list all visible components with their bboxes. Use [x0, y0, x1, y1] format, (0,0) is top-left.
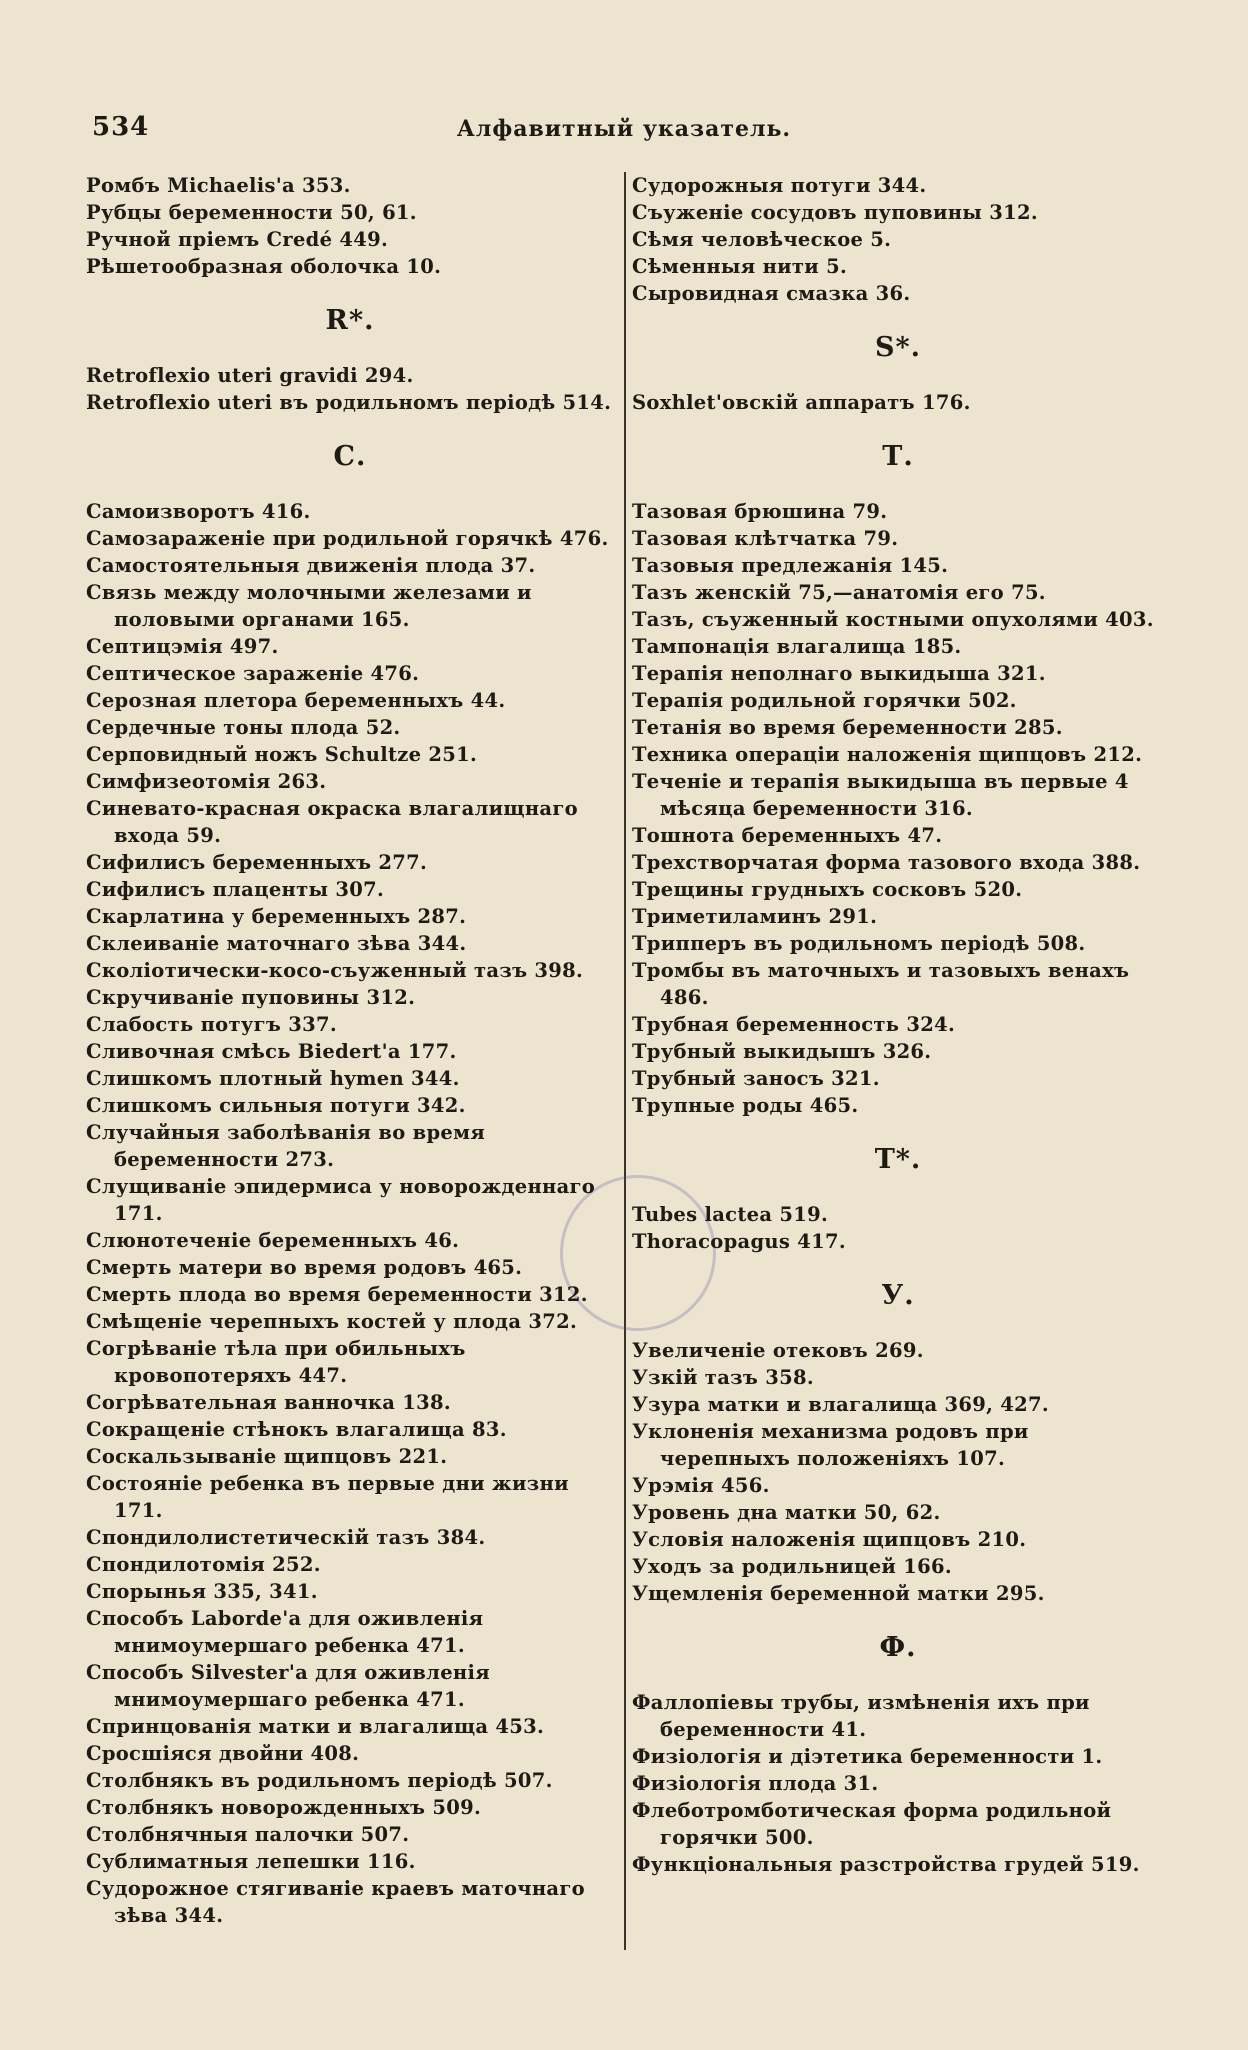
index-entry: Септическое зараженіе 476. — [86, 662, 420, 685]
index-entry: Согрѣваніе тѣла при обильныхъ кровопотеряхъ 447. — [86, 1337, 466, 1387]
index-entry: Состояніе ребенка въ первые дни жизни 171. — [86, 1472, 569, 1522]
running-title: Алфавитный указатель. — [456, 116, 792, 142]
index-entry: Сливочная смѣсь Biedert'а 177. — [86, 1040, 457, 1063]
index-entry: Трубный выкидышъ 326. — [632, 1040, 932, 1063]
index-entry: Терапія родильной горячки 502. — [632, 689, 1017, 712]
index-entry: Соскальзываніе щипцовъ 221. — [86, 1445, 448, 1468]
index-entry: Трещины грудныхъ сосковъ 520. — [632, 878, 1023, 901]
index-entry: Сифилисъ плаценты 307. — [86, 878, 385, 901]
index-entry: Триметиламинъ 291. — [632, 905, 878, 928]
index-entry: Фаллопіевы трубы, измѣненія ихъ при беременности 41. — [632, 1691, 1090, 1741]
index-entry: Самостоятельныя движенія плода 37. — [86, 554, 536, 577]
index-entry: Тазъ, съуженный костными опухолями 403. — [632, 608, 1154, 631]
index-entry: Слюнотеченіе беременныхъ 46. — [86, 1229, 460, 1252]
index-entry: Смерть плода во время беременности 312. — [86, 1283, 588, 1306]
index-entry: Симфизеотомія 263. — [86, 770, 327, 793]
index-entry: Сѣмя человѣческое 5. — [632, 228, 892, 251]
index-entry: Септицэмія 497. — [86, 635, 279, 658]
index-entry: Слабость потугъ 337. — [86, 1013, 337, 1036]
index-entry: Физіологія и діэтетика беременности 1. — [632, 1745, 1103, 1768]
page-number: 534 — [92, 112, 150, 142]
index-entry: Сублиматныя лепешки 116. — [86, 1850, 416, 1873]
index-entry: Слущиваніе эпидермиса у новорожденнаго 171. — [86, 1175, 596, 1225]
index-entry: Столбнячныя палочки 507. — [86, 1823, 410, 1846]
index-entry: Ручной пріемъ Credé 449. — [86, 228, 389, 251]
index-entry: Сѣменныя нити 5. — [632, 255, 848, 278]
index-entry: Условія наложенія щипцовъ 210. — [632, 1528, 1027, 1551]
index-entry: Тромбы въ маточныхъ и тазовыхъ венахъ 486. — [632, 959, 1130, 1009]
index-entry: Ромбъ Michaelis'а 353. — [86, 174, 351, 197]
index-entry: Сокращеніе стѣнокъ влагалища 83. — [86, 1418, 507, 1441]
index-entry: Смерть матери во время родовъ 465. — [86, 1256, 523, 1279]
index-entry: Спринцованія матки и влагалища 453. — [86, 1715, 545, 1738]
index-entry: Тазовая брюшина 79. — [632, 500, 888, 523]
index-entry: Самозараженіе при родильной горячкѣ 476. — [86, 527, 609, 550]
index-entry: Судорожныя потуги 344. — [632, 174, 927, 197]
page-header — [0, 112, 1248, 152]
index-entry: Способъ Laborde'а для оживленія мнимоумершаго ребенка 471. — [86, 1607, 484, 1657]
section-heading: T*. — [874, 1144, 922, 1175]
index-entry: Физіологія плода 31. — [632, 1772, 879, 1795]
index-entry: Смѣщеніе черепныхъ костей у плода 372. — [86, 1310, 578, 1333]
left-column — [86, 172, 614, 1929]
index-entry: Сколіотически-косо-съуженный тазъ 398. — [86, 959, 584, 982]
index-entry: Согрѣвательная ванночка 138. — [86, 1391, 451, 1414]
index-entry: Трипперъ въ родильномъ періодѣ 508. — [632, 932, 1086, 955]
index-entry: Retroflexio uteri въ родильномъ періодѣ 514. — [86, 391, 612, 414]
index-entry: Случайныя заболѣванія во время беременности 273. — [86, 1121, 486, 1171]
index-entry: Трупные роды 465. — [632, 1094, 859, 1117]
index-entry: Слишкомъ сильныя потуги 342. — [86, 1094, 466, 1117]
index-entry: Сыровидная смазка 36. — [632, 282, 911, 305]
index-entry: Спондилолистетическій тазъ 384. — [86, 1526, 486, 1549]
index-entry: Теченіе и терапія выкидыша въ первые 4 мѣсяца беременности 316. — [632, 770, 1129, 820]
index-entry: Самоизворотъ 416. — [86, 500, 311, 523]
index-entry: Тазовая клѣтчатка 79. — [632, 527, 899, 550]
index-entry: Рѣшетообразная оболочка 10. — [86, 255, 442, 278]
index-entry: Функціональныя разстройства грудей 519. — [632, 1853, 1140, 1876]
index-entry: Ущемленія беременной матки 295. — [632, 1582, 1045, 1605]
index-entry: Увеличеніе отековъ 269. — [632, 1339, 924, 1362]
index-entry: Сросшіяся двойни 408. — [86, 1742, 360, 1765]
index-entry: Съуженіе сосудовъ пуповины 312. — [632, 201, 1038, 224]
index-entry: Сифилисъ беременныхъ 277. — [86, 851, 428, 874]
index-entry: Тошнота беременныхъ 47. — [632, 824, 943, 847]
index-entry: Рубцы беременности 50, 61. — [86, 201, 417, 224]
index-entry: Уровень дна матки 50, 62. — [632, 1501, 941, 1524]
right-column — [632, 172, 1164, 1878]
index-entry: Склеиваніе маточнаго зѣва 344. — [86, 932, 467, 955]
index-entry: Tubes lactea 519. — [632, 1203, 829, 1226]
index-entry: Тазовыя предлежанія 145. — [632, 554, 949, 577]
index-entry: Сердечные тоны плода 52. — [86, 716, 401, 739]
index-entry: Узура матки и влагалища 369, 427. — [632, 1393, 1049, 1416]
index-entry: Тампонація влагалища 185. — [632, 635, 962, 658]
section-heading: У. — [881, 1280, 915, 1311]
index-entry: Спорынья 335, 341. — [86, 1580, 318, 1603]
index-entry: Скарлатина у беременныхъ 287. — [86, 905, 467, 928]
section-heading: S*. — [874, 332, 922, 363]
index-entry: Узкій тазъ 358. — [632, 1366, 814, 1389]
index-entry: Серповидный ножъ Schultze 251. — [86, 743, 478, 766]
index-entry: Столбнякъ новорожденныхъ 509. — [86, 1796, 482, 1819]
index-entry: Уходъ за родильницей 166. — [632, 1555, 952, 1578]
index-entry: Терапія неполнаго выкидыша 321. — [632, 662, 1046, 685]
index-entry: Трубный заносъ 321. — [632, 1067, 880, 1090]
index-entry: Уклоненія механизма родовъ при черепныхъ положеніяхъ 107. — [632, 1420, 1029, 1470]
index-entry: Thoracopagus 417. — [632, 1230, 846, 1253]
index-entry: Способъ Silvester'а для оживленія мнимоумершаго ребенка 471. — [86, 1661, 490, 1711]
index-entry: Связь между молочными железами и половыми органами 165. — [86, 581, 532, 631]
section-heading: С. — [333, 441, 367, 472]
section-heading: R*. — [325, 305, 375, 336]
index-entry: Soxhlet'овскій аппаратъ 176. — [632, 391, 971, 414]
index-entry: Трехстворчатая форма тазового входа 388. — [632, 851, 1141, 874]
index-entry: Столбнякъ въ родильномъ періодѣ 507. — [86, 1769, 553, 1792]
section-heading: Ф. — [879, 1632, 917, 1663]
index-entry: Спондилотомія 252. — [86, 1553, 321, 1576]
index-entry: Слишкомъ плотный hymen 344. — [86, 1067, 460, 1090]
index-entry: Синевато-красная окраска влагалищнаго входа 59. — [86, 797, 578, 847]
index-entry: Техника операціи наложенія щипцовъ 212. — [632, 743, 1143, 766]
section-heading: Т. — [882, 441, 914, 472]
index-entry: Судорожное стягиваніе краевъ маточнаго зѣва 344. — [86, 1877, 585, 1927]
index-entry: Серозная плетора беременныхъ 44. — [86, 689, 506, 712]
column-divider — [624, 172, 626, 1950]
index-entry: Retroflexio uteri gravidi 294. — [86, 364, 414, 387]
index-entry: Тетанія во время беременности 285. — [632, 716, 1063, 739]
index-entry: Трубная беременность 324. — [632, 1013, 956, 1036]
index-entry: Скручиваніе пуповины 312. — [86, 986, 416, 1009]
index-entry: Тазъ женскій 75,—анатомія его 75. — [632, 581, 1046, 604]
index-entry: Флеботромботическая форма родильной горячки 500. — [632, 1799, 1112, 1849]
index-entry: Урэмія 456. — [632, 1474, 770, 1497]
